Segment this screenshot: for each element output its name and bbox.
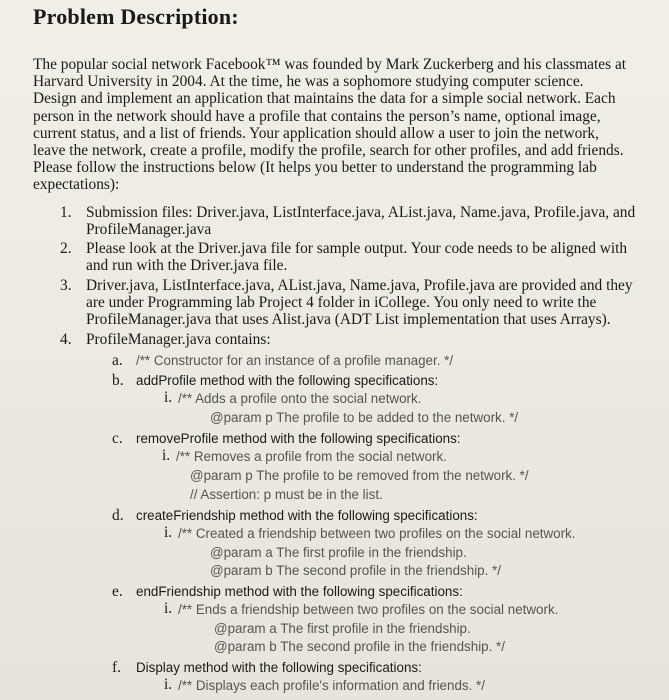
page-title: Problem Description: — [33, 4, 239, 29]
sub-label: b. — [112, 372, 124, 389]
remove-profile-heading: removeProfile method with the following specifications: — [136, 431, 461, 446]
display-comment: /** Displays each profile's information and friends. */ — [178, 678, 485, 693]
item-number: 3. — [60, 277, 72, 294]
remove-profile-comment: @param p The profile to be removed from the network. */ — [190, 468, 529, 483]
intro-line: leave the network, create a profile, modify the profile, search for other profiles, and add friends. — [33, 142, 624, 160]
intro-line: Please follow the instructions below (It helps you better to understand the programming lab — [33, 159, 597, 177]
end-friendship-heading: endFriendship method with the following specifications: — [136, 584, 463, 599]
create-friendship-comment: @param a The first profile in the friendship. — [210, 545, 467, 560]
roman-label: i. — [162, 447, 171, 464]
display-heading: Display method with the following specifications: — [136, 660, 422, 675]
sub-label: e. — [112, 583, 123, 600]
item-3-line: Driver.java, ListInterface.java, AList.java, Name.java, Profile.java are provided and they — [86, 277, 633, 294]
add-profile-comment: /** Adds a profile onto the social network. — [178, 391, 422, 406]
intro-paragraph — [33, 56, 663, 194]
sub-label: a. — [112, 352, 123, 369]
roman-label: i. — [164, 389, 173, 406]
intro-line: The popular social network Facebook™ was founded by Mark Zuckerberg and his classmates at — [33, 56, 627, 73]
roman-label: i. — [164, 600, 173, 617]
create-friendship-comment: @param b The second profile in the friendship. */ — [210, 563, 501, 578]
item-1-line: Submission files: Driver.java, ListInterface.java, AList.java, Name.java, Profile.java, and — [86, 204, 636, 221]
create-friendship-comment: /** Created a friendship between two profiles on the social network. — [178, 526, 576, 541]
intro-line: expectations): — [33, 176, 120, 194]
roman-label: i. — [164, 676, 173, 693]
intro-line: current status, and a list of friends. Your application should allow a user to join the network, — [33, 124, 599, 142]
intro-line: person in the network should have a profile that contains the person’s name, optional image, — [33, 107, 601, 125]
create-friendship-heading: createFriendship method with the following specifications: — [136, 508, 478, 523]
add-profile-comment: @param p The profile to be added to the network. */ — [210, 410, 519, 425]
sub-label: d. — [112, 507, 124, 524]
roman-label: i. — [164, 524, 173, 541]
end-friendship-comment: @param b The second profile in the friendship. */ — [214, 639, 505, 654]
item-4-line: ProfileManager.java contains: — [86, 331, 271, 348]
sub-label: c. — [112, 430, 123, 447]
item-number: 2. — [60, 240, 72, 257]
sub-label: f. — [112, 659, 121, 676]
intro-line: Design and implement an application that maintains the data for a simple social network. Each — [33, 90, 616, 108]
intro-line: Harvard University in 2004. At the time, he was a sophomore studying computer science. — [33, 73, 584, 91]
remove-profile-comment: /** Removes a profile from the social network. — [176, 449, 447, 464]
item-1-line: ProfileManager.java — [86, 221, 212, 238]
item-number: 1. — [60, 204, 72, 221]
add-profile-heading: addProfile method with the following specifications: — [136, 373, 439, 388]
item-3-line: ProfileManager.java that uses Alist.java (ADT List implementation that uses Arrays). — [86, 311, 611, 328]
item-number: 4. — [60, 331, 72, 348]
remove-profile-comment: // Assertion: p must be in the list. — [190, 487, 383, 502]
end-friendship-comment: @param a The first profile in the friendship. — [214, 621, 471, 636]
item-2-line: Please look at the Driver.java file for sample output. Your code needs to be aligned with — [86, 240, 628, 257]
item-3-line: are under Programming lab Project 4 folder in iCollege. You only need to write the — [86, 294, 597, 311]
end-friendship-comment: /** Ends a friendship between two profiles on the social network. — [178, 602, 559, 617]
constructor-comment: /** Constructor for an instance of a profile manager. */ — [136, 353, 454, 368]
item-2-line: and run with the Driver.java file. — [86, 257, 288, 274]
